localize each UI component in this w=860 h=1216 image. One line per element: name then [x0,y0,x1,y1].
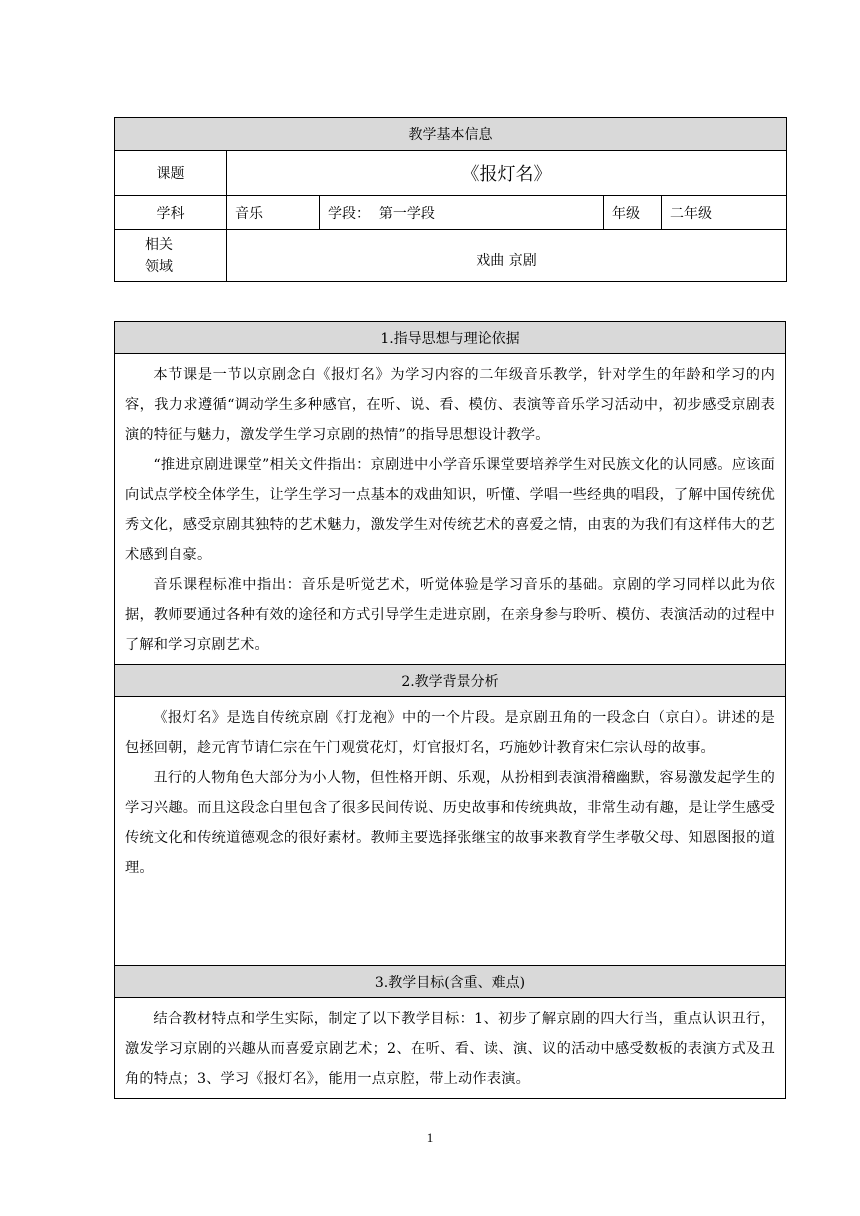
section-3-body [115,998,786,1099]
subject-label: 学科 [115,196,227,230]
area-label-line-2: 领域 [145,258,173,275]
section-2-paragraph: 丑行的人物角色大部分为小人物，但性格开朗、乐观，从扮相到表演滑稽幽默，容易激发起学生的学习兴趣。而且这段念白里包含了很多民间传说、历史故事和传统典故，非常生动有趣，是让学生感受传统文化和传统道德观念的很好素材。教师主要选择张继宝的故事来教育学生孝敬父母、知恩图报的道理。 [125,770,775,876]
basic-info-table [114,117,787,282]
section-2-paragraph: 《报灯名》是选自传统京剧《打龙袍》中的一个片段。是京剧丑角的一段念白（京白）。讲述的是包拯回朝，趁元宵节请仁宗在午门观赏花灯，灯官报灯名，巧施妙计教育宋仁宗认母的故事。 [125,710,775,756]
section-1-paragraph: 音乐课程标准中指出：音乐是听觉艺术，听觉体验是学习音乐的基础。京剧的学习同样以此为依据，教师要通过各种有效的途径和方式引导学生走进京剧，在亲身参与聆听、模仿、表演活动的过程中了解和学习京剧艺术。 [125,577,775,653]
sections-table [114,321,786,1099]
stage-label: 学段： [328,205,370,222]
grade-value: 二年级 [662,196,787,230]
section-3-title: 3.教学目标(含重、难点) [115,966,786,998]
stage-value: 第一学段 [378,205,435,222]
area-label [115,230,227,282]
topic-value: 《报灯名》 [227,151,787,196]
basic-info-header: 教学基本信息 [115,118,787,151]
area-label-line-1: 相关 [145,236,173,253]
grade-label: 年级 [604,196,662,230]
section-1-paragraph: 本节课是一节以京剧念白《报灯名》为学习内容的二年级音乐教学，针对学生的年龄和学习的内容，我力求遵循“调动学生多种感官，在听、说、看、模仿、表演等音乐学习活动中，初步感受京剧表演的特征与魅力，激发学生学习京剧的热情”的指导思想设计教学。 [125,367,775,443]
page-number: 1 [426,1130,434,1145]
section-1-paragraph: “推进京剧进课堂”相关文件指出：京剧进中小学音乐课堂要培养学生对民族文化的认同感。应该面向试点学校全体学生，让学生学习一点基本的戏曲知识，听懂、学唱一些经典的唱段，了解中国传统优秀文化，感受京剧其独特的艺术魅力，激发学生对传统艺术的喜爱之情，由衷的为我们有这样伟大的艺术感到自豪。 [125,457,775,563]
section-1-body [115,354,786,665]
section-2-body [115,697,786,966]
stage-cell [320,196,604,230]
section-3-paragraph: 结合教材特点和学生实际，制定了以下教学目标：1、初步了解京剧的四大行当，重点认识丑行，激发学习京剧的兴趣从而喜爱京剧艺术；2、在听、看、读、演、议的活动中感受数板的表演方式及丑角的特点；3、学习《报灯名》，能用一点京腔，带上动作表演。 [125,1011,775,1087]
subject-value: 音乐 [227,196,320,230]
area-value: 戏曲 京剧 [227,230,787,282]
section-2-title: 2.教学背景分析 [115,665,786,697]
section-1-title: 1.指导思想与理论依据 [115,322,786,354]
topic-label: 课题 [115,151,227,196]
